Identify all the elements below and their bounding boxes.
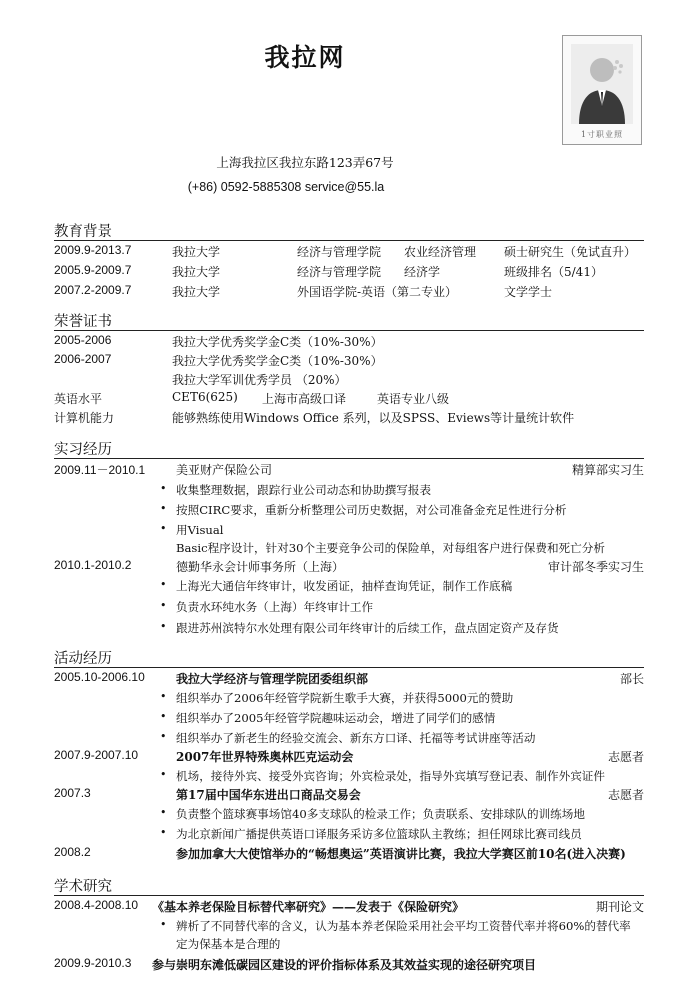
education-college: 经济与管理学院 bbox=[297, 245, 382, 259]
honor-row bbox=[54, 371, 644, 389]
bullet-dot-icon: • bbox=[160, 522, 167, 535]
activity-row bbox=[54, 786, 644, 804]
internship-row bbox=[54, 461, 644, 479]
activity-org: 第17届中国华东进出口商品交易会 bbox=[176, 788, 361, 802]
computer-text: 能够熟练使用Windows Office 系列，以及SPSS、Eviews等计量统计软件 bbox=[172, 411, 575, 425]
english-level-row bbox=[54, 390, 644, 408]
internship-date: 2009.11－2010.1 bbox=[54, 463, 146, 477]
internship-org: 美亚财产保险公司 bbox=[176, 463, 273, 477]
bullet-dot-icon: • bbox=[160, 806, 167, 819]
activity-role: 志愿者 bbox=[607, 750, 644, 764]
research-date: 2009.9-2010.3 bbox=[54, 956, 132, 970]
activity-date: 2007.3 bbox=[54, 786, 91, 800]
bullet-dot-icon: • bbox=[160, 768, 167, 781]
candidate-name: 我拉网 bbox=[264, 43, 346, 72]
bullet-dot-icon: • bbox=[160, 620, 167, 633]
education-school: 我拉大学 bbox=[172, 265, 221, 279]
bullet-dot-icon: • bbox=[160, 690, 167, 703]
bullet-dot-icon: • bbox=[160, 482, 167, 495]
section-title-internship: 实习经历 bbox=[54, 442, 112, 458]
activity-org: 我拉大学经济与管理学院团委组织部 bbox=[176, 672, 369, 686]
education-row bbox=[54, 263, 644, 281]
activity-role: 志愿者 bbox=[607, 788, 644, 802]
section-title-activities: 活动经历 bbox=[54, 651, 112, 667]
computer-label: 计算机能力 bbox=[54, 411, 115, 425]
photo-placeholder bbox=[562, 35, 642, 145]
list-item-continuation: Basic程序设计，针对30个主要竞争公司的保险单，对每组客户进行保费和死亡分析 bbox=[176, 541, 605, 555]
activity-row bbox=[54, 845, 644, 863]
section-divider bbox=[54, 458, 644, 459]
list-item-continuation: 定为保基本是合理的 bbox=[176, 937, 281, 951]
english-cet6: CET6(625) bbox=[172, 390, 238, 404]
internship-org: 德勤华永会计师事务所（上海） bbox=[176, 560, 345, 574]
bullet-dot-icon: • bbox=[160, 918, 167, 931]
activity-row bbox=[54, 670, 644, 688]
honor-date: 2005-2006 bbox=[54, 333, 112, 347]
education-date: 2005.9-2009.7 bbox=[54, 263, 132, 277]
education-note: 文学学士 bbox=[504, 285, 553, 299]
education-date: 2007.2-2009.7 bbox=[54, 283, 132, 297]
education-school: 我拉大学 bbox=[172, 245, 221, 259]
honor-text: 我拉大学军训优秀学员 （20%） bbox=[172, 373, 347, 387]
research-date: 2008.4-2008.10 bbox=[54, 898, 139, 912]
education-major: 经济学 bbox=[404, 265, 441, 279]
bullet-dot-icon: • bbox=[160, 599, 167, 612]
internship-row bbox=[54, 558, 644, 576]
honor-date: 2006-2007 bbox=[54, 352, 112, 366]
section-divider bbox=[54, 667, 644, 668]
activity-date: 2008.2 bbox=[54, 845, 91, 859]
research-title: 《基本养老保险目标替代率研究》——发表于《保险研究》 bbox=[152, 900, 465, 914]
activity-date: 2007.9-2007.10 bbox=[54, 748, 139, 762]
education-date: 2009.9-2013.7 bbox=[54, 243, 132, 257]
honor-text: 我拉大学优秀奖学金C类（10%-30%） bbox=[172, 335, 383, 349]
address: 上海我拉区我拉东路123弄67号 bbox=[216, 155, 394, 170]
education-row bbox=[54, 243, 644, 261]
education-college: 外国语学院-英语（第二专业） bbox=[297, 285, 458, 299]
photo-caption: 1寸职业照 bbox=[580, 130, 624, 139]
section-title-education: 教育背景 bbox=[54, 224, 112, 240]
internship-role: 审计部冬季实习生 bbox=[547, 560, 644, 574]
bullet-dot-icon: • bbox=[160, 710, 167, 723]
internship-date: 2010.1-2010.2 bbox=[54, 558, 132, 572]
bullet-dot-icon: • bbox=[160, 578, 167, 591]
research-row bbox=[54, 898, 644, 916]
research-type: 期刊论文 bbox=[595, 900, 644, 914]
section-title-honors: 荣誉证书 bbox=[54, 314, 112, 330]
contact-line: (+86) 0592-5885308 service@55.la bbox=[187, 180, 385, 194]
education-school: 我拉大学 bbox=[172, 285, 221, 299]
english-label: 英语水平 bbox=[54, 392, 103, 406]
research-title: 参与崇明东滩低碳园区建设的评价指标体系及其效益实现的途径研究项目 bbox=[152, 958, 537, 972]
activity-row bbox=[54, 748, 644, 766]
section-divider bbox=[54, 330, 644, 331]
research-row bbox=[54, 956, 644, 974]
bullet-dot-icon: • bbox=[160, 730, 167, 743]
education-major: 农业经济管理 bbox=[404, 245, 477, 259]
activity-date: 2005.10-2006.10 bbox=[54, 670, 145, 684]
activity-org: 参加加拿大大使馆举办的“畅想奥运”英语演讲比赛，我拉大学赛区前10名(进入决赛) bbox=[176, 847, 626, 861]
activity-org: 2007年世界特殊奥林匹克运动会 bbox=[176, 750, 354, 764]
avatar-silhouette-icon bbox=[571, 44, 633, 124]
honor-row bbox=[54, 333, 644, 351]
education-note: 硕士研究生（免试直升） bbox=[504, 245, 637, 259]
section-divider bbox=[54, 895, 644, 896]
honor-row bbox=[54, 352, 644, 370]
resume-page: 我拉网 上海我拉区我拉东路123弄67号 (+86) 0592-5885308 service@55.la 1寸职业照 教育背景 2009.9-2013.7 我拉大学 经济与管理学院 农业经济管理 硕士研究生（免试直升） 2005.9-2009.7 我拉大学 经济与管理学院 经济学 班级排名（5/41） 2007.2-2009.7 我拉大学 外国语学院-英语（第二专业） 文学学士 荣誉证书 2005-2006 我拉大学优秀奖学金C类（10%-30%） 2006-2007 我拉大学优秀奖学金C类（10%-30%） 我拉大学军训优秀学员 （20%） 英语水平 CET6(625) 上海市高级口译 英语专业八级 计算机能力 能够熟练使用Windows Office 系列，以及SPSS、Eviews等计量统计软件 实习经历 2009.11－2010.1 美亚财产保险公司 精算部实习生 • 收集整理数据，跟踪行业公司动态和协助撰写报表 • 按照CIRC要求，重新分析整理公司历史数据，对公司准备金充足性进行分析 • 用Visual Basic程序设计，针对30个主要竞争公司的保险单，对每组客户进行保费和死亡分析 2010.1-2010.2 德勤华永会计师事务所（上海） 审计部冬季实习生 • 上海光大通信年终审计，收发函证，抽样查询凭证，制作工作底稿 • 负责水环纯水务（上海）年终审计工作 • 跟进苏州滨特尔水处理有限公司年终审计的后续工作，盘点固定资产及存货 活动经历 2005.10-2006.10 我拉大学经济与管理学院团委组织部 部长 • 组织举办了2006年经管学院新生歌手大赛，并获得5000元的赞助 • 组织举办了2005年经管学院趣味运动会，增进了同学们的感情 • 组织举办了新老生的经验交流会、新东方口译、托福等考试讲座等活动 2007.9-2007.10 2007年世界特殊奥林匹克运动会 志愿者 • 机场，接待外宾、接受外宾咨询；外宾检录处，指导外宾填写登记表、制作外宾证件 2007.3 第17届中国华东进出口商品交易会 志愿者 • 负责整个篮球赛事场馆40多支球队的检录工作；负责联系、安排球队的训练场地 • 为北京新闻广播提供英语口译服务采访多位篮球队主教练；担任网球比赛司线员 2008.2 参加加拿大大使馆举办的“畅想奥运”英语演讲比赛，我拉大学赛区前10名(进入决赛) 学术研究 2008.4-2008.10 《基本养老保险目标替代率研究》——发表于《保险研究》 期刊论文 • 辨析了不同替代率的含义，认为基本养老保险采用社会平均工资替代率并将60%的替代率 定为保基本是合理的 2009.9-2010.3 参与崇明东滩低碳园区建设的评价指标体系及其效益实现的途径研究项目 bbox=[0, 0, 700, 990]
activity-role: 部长 bbox=[619, 672, 644, 686]
internship-role: 精算部实习生 bbox=[571, 463, 644, 477]
education-note: 班级排名（5/41） bbox=[504, 265, 603, 279]
computer-skill-row bbox=[54, 409, 644, 427]
english-tem8: 英语专业八级 bbox=[377, 392, 450, 406]
honor-text: 我拉大学优秀奖学金C类（10%-30%） bbox=[172, 354, 383, 368]
section-title-research: 学术研究 bbox=[54, 879, 112, 895]
bullet-dot-icon: • bbox=[160, 502, 167, 515]
education-row bbox=[54, 283, 644, 301]
section-divider bbox=[54, 240, 644, 241]
english-interpretation: 上海市高级口译 bbox=[262, 392, 347, 406]
bullet-dot-icon: • bbox=[160, 826, 167, 839]
education-college: 经济与管理学院 bbox=[297, 265, 382, 279]
